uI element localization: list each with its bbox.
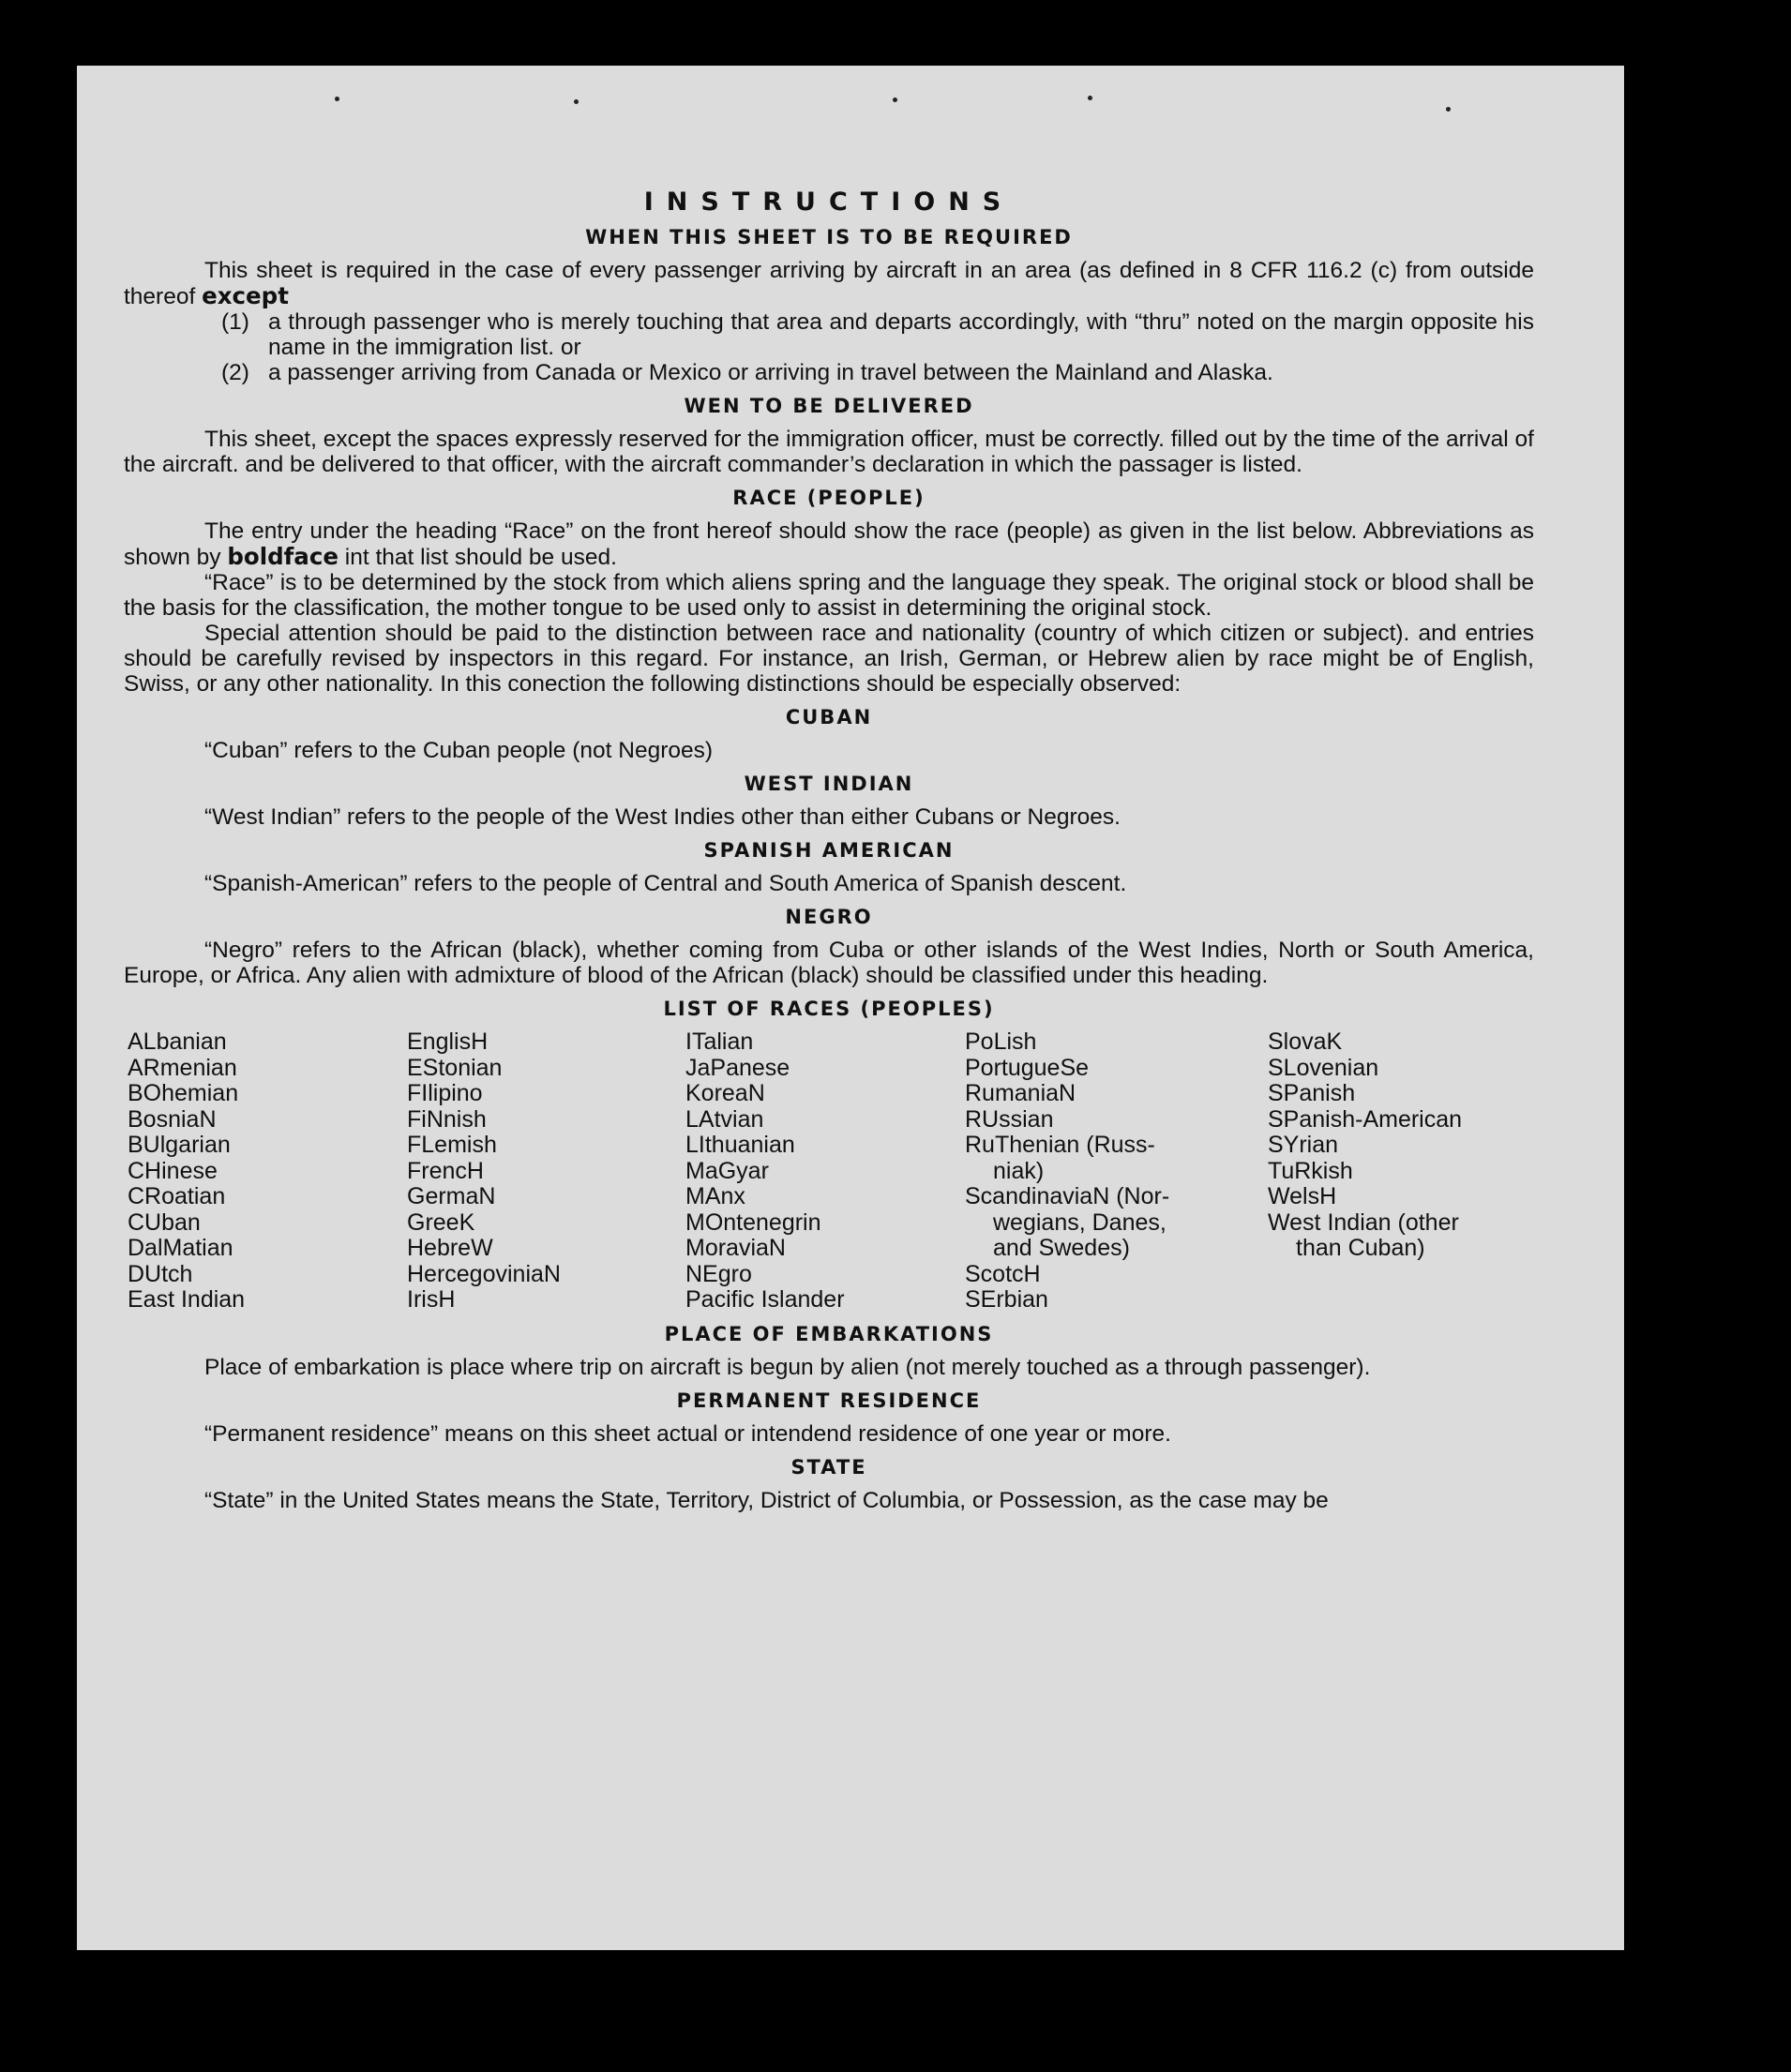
list-item: FLemish xyxy=(407,1132,497,1158)
list-item: FIlipino xyxy=(407,1080,483,1106)
list-item: Pacific Islander xyxy=(685,1286,845,1313)
list-item: WelsH xyxy=(1268,1183,1337,1209)
required-item-1: (1) a through passenger who is merely touching that area and departs accordingly, with “thru” noted on the margin opposite his name in the immigration list. or xyxy=(221,309,1534,360)
list-item: FrencH xyxy=(407,1157,484,1184)
state-text: “State” in the United States means the State, Territory, District of Columbia, or Possession, as the case may be xyxy=(204,1487,1329,1513)
race-heading: RACE (PEOPLE) xyxy=(732,487,926,509)
list-item: CUban xyxy=(128,1209,201,1236)
embarkation-text: Place of embarkation is place where trip on aircraft is begun by alien (not merely touched as a through passenger). xyxy=(204,1354,1371,1380)
list-item: BUlgarian xyxy=(128,1132,231,1158)
west-indian-heading: WEST INDIAN xyxy=(744,773,914,795)
list-item: TuRkish xyxy=(1268,1157,1353,1184)
race-paragraph-1: The entry under the heading “Race” on the front hereof should show the race (people) as given in the list below. Abbreviations as shown by boldface int that list should be used. xyxy=(124,518,1534,570)
list-item: MaGyar xyxy=(685,1157,769,1184)
race-list-column-3 xyxy=(685,1029,965,1314)
list-item: MOntenegrin xyxy=(685,1209,821,1236)
list-item: NEgro xyxy=(685,1260,752,1287)
required-item-2: (2) a passenger arriving from Canada or Mexico or arriving in travel between the Mainland and Alaska. xyxy=(221,360,1273,385)
race-list-column-5 xyxy=(1268,1029,1512,1314)
list-item: LIthuanian xyxy=(685,1132,795,1158)
list-item: than Cuban) xyxy=(1296,1235,1425,1261)
list-item: MoraviaN xyxy=(685,1235,786,1261)
list-item: and Swedes) xyxy=(993,1235,1130,1261)
list-item: JaPanese xyxy=(685,1054,790,1081)
list-item: EStonian xyxy=(407,1054,503,1081)
negro-heading: NEGRO xyxy=(785,906,873,928)
spanish-american-text: “Spanish-American” refers to the people of Central and South America of Spanish descent. xyxy=(204,871,1127,896)
list-item: BosniaN xyxy=(128,1105,217,1133)
race-list-column-2 xyxy=(407,1029,685,1314)
list-item: EnglisH xyxy=(407,1028,489,1055)
list-item: SPanish-American xyxy=(1268,1105,1463,1133)
list-item: HercegoviniaN xyxy=(407,1260,561,1287)
west-indian-text: “West Indian” refers to the people of the West Indies other than either Cubans or Negroes. xyxy=(204,804,1121,830)
list-item: wegians, Danes, xyxy=(993,1209,1166,1236)
race-list-heading: LIST OF RACES (PEOPLES) xyxy=(663,998,995,1020)
list-item: GreeK xyxy=(407,1209,475,1236)
cuban-heading: CUBAN xyxy=(785,706,873,728)
list-item: RuThenian (Russ- xyxy=(965,1132,1155,1158)
list-item: West Indian (other xyxy=(1268,1209,1459,1236)
list-item: SPanish xyxy=(1268,1080,1356,1106)
list-item: LAtvian xyxy=(685,1105,764,1133)
required-intro: This sheet is required in the case of every passenger arriving by aircraft in an area (as defined in 8 CFR 116.2 (c) from outside thereof except xyxy=(124,258,1534,309)
delivered-text: This sheet, except the spaces expressly reserved for the immigration officer, must be correctly. filled out by the time of the arrival of the aircraft. and be delivered to that officer, with the aircraft commander’s declaration in which the passager is listed. xyxy=(124,427,1534,477)
delivered-heading: WEN TO BE DELIVERED xyxy=(684,395,974,417)
list-item: GermaN xyxy=(407,1183,496,1209)
list-item: MAnx xyxy=(685,1183,745,1209)
list-item: East Indian xyxy=(128,1286,246,1313)
race-list-column-1 xyxy=(128,1029,407,1314)
state-heading: STATE xyxy=(790,1455,867,1479)
spanish-american-heading: SPANISH AMERICAN xyxy=(703,839,955,862)
list-item: DUtch xyxy=(128,1260,193,1287)
list-item: CHinese xyxy=(128,1157,218,1184)
list-item: SLovenian xyxy=(1268,1054,1379,1081)
list-item: PortugueSe xyxy=(965,1054,1090,1081)
list-item: niak) xyxy=(993,1157,1045,1184)
embarkation-heading: PLACE OF EMBARKATIONS xyxy=(664,1322,994,1345)
list-item: ARmenian xyxy=(128,1054,237,1081)
residence-text: “Permanent residence” means on this sheet actual or intendend residence of one year or more. xyxy=(204,1420,1171,1447)
list-item: SErbian xyxy=(965,1286,1048,1313)
race-list xyxy=(128,1029,1534,1314)
negro-text: “Negro” refers to the African (black), whether coming from Cuba or other islands of the West Indies, North or South America, Europe, or Africa. Any alien with admixture of blood of the African (black) should be classified under this heading. xyxy=(124,938,1534,988)
instruction-sheet xyxy=(77,66,1624,1950)
list-item: ALbanian xyxy=(128,1028,227,1055)
list-item: ITalian xyxy=(685,1028,754,1055)
race-paragraph-3: Special attention should be paid to the distinction between race and nationality (country of which citizen or subject). and entries should be carefully revised by inspectors in this regard. For instance, an Irish, German, or Hebrew alien by race might be of English, Swiss, or any other nationality. In this conection the following distinctions should be especially observed: xyxy=(124,621,1534,697)
list-item: PoLish xyxy=(965,1028,1037,1055)
list-item: SlovaK xyxy=(1268,1028,1343,1055)
list-item: BOhemian xyxy=(128,1080,239,1106)
list-item: RUssian xyxy=(965,1105,1054,1133)
list-item: RumaniaN xyxy=(965,1080,1076,1106)
page-title: INSTRUCTIONS xyxy=(643,188,1015,217)
list-item: ScotcH xyxy=(965,1260,1041,1287)
list-item: KoreaN xyxy=(685,1080,765,1106)
list-item: DalMatian xyxy=(128,1235,233,1261)
required-heading: WHEN THIS SHEET IS TO BE REQUIRED xyxy=(585,226,1073,248)
race-paragraph-2: “Race” is to be determined by the stock from which aliens spring and the language they speak. The original stock or blood shall be the basis for the classification, the mother tongue to be used only to assist in determining the original stock. xyxy=(124,570,1534,621)
list-item: FiNnish xyxy=(407,1105,487,1133)
race-list-column-4 xyxy=(965,1029,1268,1314)
list-item: HebreW xyxy=(407,1235,493,1261)
list-item: IrisH xyxy=(407,1286,456,1313)
cuban-text: “Cuban” refers to the Cuban people (not Negroes) xyxy=(204,738,714,763)
list-item: SYrian xyxy=(1268,1132,1339,1158)
list-item: CRoatian xyxy=(128,1183,226,1209)
residence-heading: PERMANENT RESIDENCE xyxy=(676,1389,982,1412)
list-item: ScandinaviaN (Nor- xyxy=(965,1183,1170,1209)
